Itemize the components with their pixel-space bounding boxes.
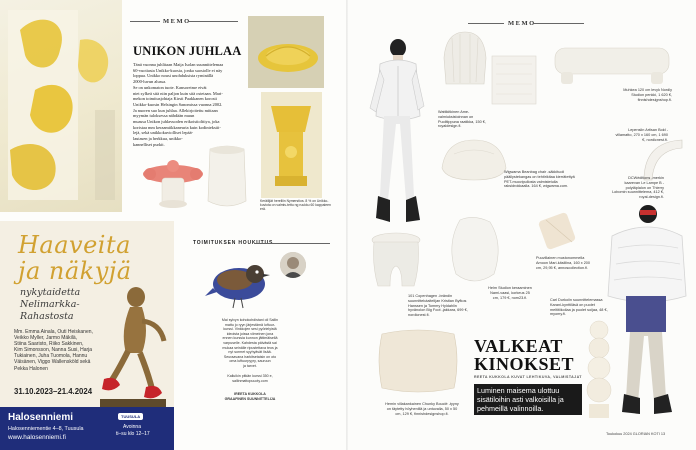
- vase-caption-right: Helm Studion keraaminen Nami-vaasi, korkeus 25 cm, 179 €, nom23.fi.: [488, 286, 532, 300]
- white-vase: [204, 143, 250, 211]
- boucle-pillow: [378, 326, 458, 396]
- memo-rule-right: [188, 21, 238, 22]
- article-body: [133, 62, 241, 148]
- artist-line: Veikko Myller, Jarmo Mäkilä,: [14, 335, 78, 342]
- nami-vase: [444, 214, 506, 288]
- article-headline: UNIKON JUHLAA: [133, 44, 242, 58]
- body-line: lejä, sekä unikkokuviolliset lepää-: [133, 130, 193, 136]
- stacked-candle: [584, 320, 614, 420]
- recommend-line: nyt sormet syyhyävät lisää.: [228, 350, 272, 355]
- boucle-bench: [553, 44, 671, 86]
- artist-line: Stiina Saaristo, Riiko Sakkinen,: [14, 341, 84, 348]
- recommend-line: ennen kurssia kunnon jättimäisellä: [222, 336, 278, 341]
- exhibition-ad[interactable]: [0, 221, 174, 450]
- ad-subtitle-2: Nelimarkka-: [20, 299, 80, 310]
- right-page: [348, 0, 696, 450]
- artist-line: Kim Simonsson, Nanna Susi, Harja: [14, 347, 93, 354]
- rug-caption: Puuvillainen mustonommella Amoon Mari-käsiliina, 160 x 200 cm, 29,95 €, annoscollection.fi.: [536, 256, 591, 270]
- memo-rule-right-a: [468, 23, 504, 24]
- museum-address: Halosenniementie 4–8, Tuusula: [8, 426, 84, 432]
- jacket-caption: Wattikitkinen Ame-valmiuksistoinnan on Puolitippuna raatikka, 150 €, royaldesign.fi.: [438, 110, 486, 129]
- memo-label: MEMO: [163, 18, 191, 25]
- scallop-chair: [440, 28, 490, 88]
- bigfoot-stool: [370, 232, 422, 290]
- sculpture-image: [90, 261, 172, 411]
- recommend-info-line: sallinmattopuuoty.com: [232, 378, 268, 383]
- flower-dish-photo: [248, 16, 324, 88]
- author-portrait: [280, 252, 306, 278]
- tagline-line-2: sisätiloihin asti valkoisilla ja: [477, 395, 564, 404]
- open-label: Avoinna: [123, 424, 141, 430]
- body-line: Unikko-kuosin Helsingin Sanomissa vuonna 2002.: [133, 101, 223, 107]
- recommend-line: Seuraavana harkitsetaisin on oto: [223, 354, 277, 359]
- signature-line: GRAAFINEN SUUNNITTELIJA: [224, 396, 276, 401]
- recommend-info-line: Kalluikin pitkän kurssi 350 e,: [227, 374, 273, 378]
- pillow-caption: Hemin villakankainen Chunky Bouclé -tyyny on täytetty höyhenillä ja untuvalla, 50 x 50 cm, 129 €, finnishdesignshop.fi.: [385, 402, 459, 416]
- body-line: loppua. Unikko nousi unohduksista ryminällä: [133, 73, 214, 79]
- artist-line: Mm. Emma Ainala, Outi Heiskanen,: [14, 329, 93, 335]
- body-line: 60-vuotiasta Unikko-kuosia, jonka suosiolle ei näy: [133, 67, 223, 73]
- wall-lamp-caption: DCWéditions -merkin kaarevan Le Lampe B -polytäplalon on Thierry Lobomin suunnittelema, 412 €, royal-design.fi.: [612, 176, 664, 200]
- feature-headline-2: KINOKSET: [474, 354, 575, 374]
- body-line: lautasen ja herkkua, unikko-: [133, 136, 183, 142]
- pink-candle-holder: [142, 160, 204, 212]
- memo-rule-right-b: [534, 23, 584, 24]
- memo-label-right: MEMO: [508, 20, 536, 27]
- beanbag-caption: Wigwama Beanbag chair -säkkituoli päällystekangas on tehtirikitaa kierrätettyä PET-muovipullosta valmistetulla raksidrokkaalla. 164 €, wigwama.com.: [504, 170, 575, 189]
- recommend-info: [210, 374, 290, 383]
- white-rug: [488, 50, 540, 108]
- ad-title-1: Haaveita: [18, 231, 131, 259]
- recommend-line: ja tarvet.: [243, 363, 257, 368]
- unikko-fabric-photo: [0, 0, 122, 212]
- artist-line: Tukiainen, Juha Tuomola, Hannu: [14, 353, 88, 360]
- rolled-blanket: [536, 208, 582, 252]
- museum-website[interactable]: www.halosenniemi.fi: [8, 434, 66, 441]
- beanbag-chair: [436, 134, 512, 184]
- recommend-signature: [210, 392, 290, 401]
- tuusula-badge: TUUSULA: [118, 413, 143, 420]
- recommend-line: varpuselle. Kahdesta päivästä sai: [223, 340, 277, 345]
- body-line: myymän tuloksessa nähdään muun: [133, 113, 195, 119]
- tagline-line-3: pehmeillä valinnoilla.: [477, 404, 544, 413]
- lamp-caption: Lepenslin Artisan Bold -villamatto, 270 x 160 cm, 1 690 €, nordicnest.fi.: [615, 128, 668, 142]
- ad-footer: [0, 407, 174, 450]
- body-line: koristaa mm keraamiikkaneuria kuin kodintekstii-: [133, 124, 221, 130]
- recommend-line: mukaa seinälle ripustettava teos ja: [222, 345, 278, 350]
- feature-byline: REETA KUKKOLA KUVAT LEHTIKUVA, VALMISTAJAT: [474, 375, 582, 379]
- body-line: kannelliset purkit.: [133, 141, 165, 147]
- recommend-line: oma luftuurpyyry, sauruun: [229, 359, 271, 364]
- memo-rule-left: [130, 21, 160, 22]
- artist-line: Pekka Halonen: [14, 365, 48, 372]
- stool-caption: 101 Copenhagen -brändin suunnittelutaitelijan Kristian Byfkos Hanssen ja Tommy Hyldahlin hyvänolon Big Foot -jakkara, 699 €, nordicnest.fi.: [408, 294, 468, 318]
- ad-dates: 31.10.2023–21.4.2024: [14, 387, 93, 396]
- ad-title-2: ja näkyjä: [18, 257, 132, 285]
- body-line: Ja nuoren suo kun juhlaa. Allekirjoitettu mittaan: [133, 107, 218, 113]
- body-line: niet sylkeä sitä niin paljon kuin sitä ostetaan. Mari-: [133, 90, 223, 96]
- signature-line: IREETA KUKKOLA: [234, 392, 266, 396]
- feature-tagline: [474, 384, 582, 415]
- ad-artists: [14, 329, 98, 372]
- artist-line: Väisänen, Viggo Wallensköld sekä: [14, 359, 91, 366]
- museum-name: Halosenniemi: [8, 412, 74, 423]
- recommend-line: Mai sylvyn kohokohdistani oli Sallin: [221, 318, 279, 322]
- bench-caption: Muhkea 120 cm levyk Nordly Studion penkki, 1 620 €, finnishdesignshop.fi.: [623, 88, 672, 102]
- tagline-line-1: Luminen maisema ulottuu: [477, 386, 560, 395]
- ad-subtitle-1: nykytaidetta: [20, 287, 81, 298]
- body-line: 2000-luvun alussa.: [133, 79, 167, 85]
- body-line: Se on unkomaton tuote. Kansoreime eivät: [133, 84, 207, 90]
- sparrow-artwork: [205, 250, 273, 312]
- editor-recommend-heading: TOIMITUKSEN HOUKUTUS: [193, 240, 274, 246]
- body-line: muassa Unikon juhlavuoden erikoistiolttiya, joka: [133, 119, 220, 125]
- model-white-jacket: [366, 36, 426, 236]
- body-line: Tänä vuonna juhlitaan Maija Isolan suunnittelemaa: [133, 62, 224, 67]
- recommend-text: [210, 318, 290, 369]
- unikko-vase-photo: [261, 92, 322, 198]
- page-folio: Toukokuu 2024 GLORIAN KOTI 13: [606, 432, 666, 436]
- recommend-line: ideoista joissa viimeinen jona: [226, 331, 274, 336]
- feature-headline-1: VALKEAT: [474, 336, 563, 356]
- vase-caption: Keräilijät herelliin Nymerstiva. 8 % on Unikko-kuviota on valmis-tettu ng ruukku 60 kappaleen erä.: [260, 199, 331, 212]
- recommend-line: kurssi. Vinkkojen sesi pyörielyistä: [223, 327, 277, 332]
- recommend-line: mattu jo ryyn järjestämä luftuur-: [224, 322, 276, 327]
- body-line: mekon toimitusjohtaja Kirsti Paakkanen korosti: [133, 96, 217, 102]
- puffer-caption: Carl Durkoiin suunnittelemassa Karani-kynttiläsä on puolet meltitiikoilaa ja puolet soijaa, 48 €, myomy.fi.: [550, 298, 608, 317]
- open-hours: ti–su klo 12–17: [116, 431, 150, 437]
- ad-subtitle-3: Rahastosta: [20, 311, 74, 322]
- recommend-rule: [255, 243, 330, 244]
